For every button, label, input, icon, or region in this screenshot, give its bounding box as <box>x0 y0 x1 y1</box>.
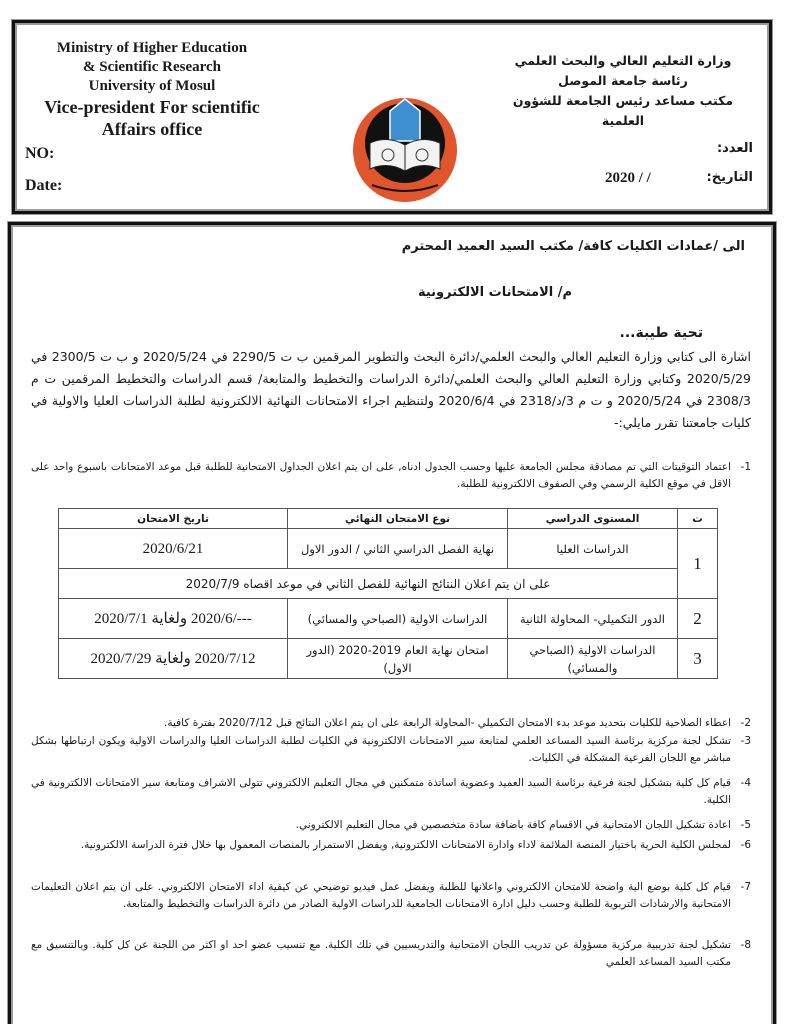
date-value-ar: 2020 / / <box>605 170 651 186</box>
letterhead-english <box>27 39 277 140</box>
item-number: 5- <box>740 819 751 831</box>
list-item <box>31 937 751 971</box>
item-number: 3- <box>740 735 751 747</box>
university-of-mosul-emblem-icon <box>350 93 460 208</box>
date-label-en: Date: <box>25 177 63 194</box>
list-item <box>31 775 751 809</box>
office-name-en: Vice-president For scientific <box>44 97 260 117</box>
date-label-ar: التاريخ: <box>706 170 753 185</box>
table-row <box>59 639 718 679</box>
item-text: اعتماد التوقيتات التي تم مصادقة مجلس الجامعة عليها وحسب الجدول ادناه, على ان يتم اعلان الجداول الامتحانية للطلبة قبل موعد الامتحانات باسبوع واحد على الاقل في موقع الكلية الرسمي وفي الصفوف الالكترونية للطلبة. <box>31 461 731 490</box>
ministry-name-en: Ministry of Higher Education <box>56 40 248 56</box>
number-label-en: NO: <box>25 145 55 162</box>
header-seq: ت <box>678 509 718 529</box>
item-number: 1- <box>740 461 751 473</box>
table-row-note <box>59 569 718 599</box>
item-number: 2- <box>740 717 751 729</box>
number-label-ar: العدد: <box>716 141 753 156</box>
table-header-row <box>59 509 718 529</box>
cell-seq: 3 <box>678 639 718 679</box>
list-item <box>31 879 751 913</box>
letterhead-arabic <box>493 51 753 131</box>
header-level: المستوى الدراسي <box>508 509 678 529</box>
letter-body <box>8 222 776 1024</box>
list-item <box>31 817 751 834</box>
cell-exam-type: نهاية الفصل الدراسي الثاني / الدور الاول <box>288 529 508 569</box>
ministry-name-ar: وزارة التعليم العالي والبحث العلمي <box>514 53 732 68</box>
exam-schedule-table <box>58 508 718 679</box>
list-item <box>31 715 751 732</box>
cell-level: الدراسات العليا <box>508 529 678 569</box>
addressee: الى /عمادات الكليات كافة/ مكتب السيد العميد المحترم <box>401 239 745 254</box>
item-number: 4- <box>740 777 751 789</box>
office-name-en-cont: Affairs office <box>101 119 203 139</box>
intro-paragraph: اشارة الى كتابي وزارة التعليم العالي والبحث العلمي/دائرة البحث والتطوير المرقمين ب ت 2290/5 في 2020/5/24 و ب ت 2300/5 في 2020/5/29 وكتابي وزارة التعليم العالي والبحث العلمي/دائرة الدراسات والتخطيط والمتابعة/ قسم الدراسات والتخطيط المرقمين ت م 2308/3 في 2020/5/24 و ت م 3/د/2318 في 2020/6/4 ولتنظيم اجراء الامتحانات النهائية الالكترونية لطلبة الدراسات العليا والاولية في كليات جامعتنا تقرر مايلي:- <box>31 349 751 430</box>
item-text: قيام كل كلية بوضع الية واضحة للامتحان الالكتروني واعلانها للطلبة ويفضل عمل فيديو توضيحي عن كيفية اداء الامتحان الالكتروني. على ان يتم اعلان التعليمات الامتحانية والارشادات التربوية للطلبة وحسب دليل ادارة الامتحانات الجامعية للدراسات الاولية الصادر من دائرة الدراسات والتخطيط والمتابعة. <box>31 881 731 910</box>
item-text: تشكيل لجنة تدريبية مركزية مسؤولة عن تدريب اللجان الامتحانية والتدريسيين في تلك الكلية. مع تنسيب عضو احد او اكثر من اللجنة عن كل كلية. وبالتنسيق مع مكتب السيد المساعد العلمي <box>31 939 731 968</box>
cell-exam-type: امتحان نهاية العام 2019-2020 (الدور الاول) <box>288 639 508 679</box>
list-item <box>31 459 751 493</box>
list-item <box>31 837 751 854</box>
item-number: 7- <box>740 881 751 893</box>
cell-exam-date: ---/2020/6 ولغاية 2020/7/1 <box>59 599 288 639</box>
letterhead <box>12 20 772 214</box>
cell-exam-date: 2020/6/21 <box>59 529 288 569</box>
cell-seq: 2 <box>678 599 718 639</box>
cell-note: على ان يتم اعلان النتائج النهائية للفصل الثاني في موعد اقصاه 2020/7/9 <box>59 569 678 599</box>
item-number: 8- <box>740 939 751 951</box>
item-text: قيام كل كلية بتشكيل لجنة فرعية برئاسة السيد العميد وعضوية اساتذة متمكنين في مجال التعليم الالكتروني تتولى الاشراف ومتابعة سير الامتحانات الالكترونية في الكلية. <box>31 777 731 806</box>
office-name-ar: مكتب مساعد رئيس الجامعة للشؤون العلمية <box>512 93 734 128</box>
subject: م/ الامتحانات الالكترونية <box>417 285 573 300</box>
item-number: 6- <box>740 839 751 851</box>
cell-seq: 1 <box>678 529 718 599</box>
item-text: اعطاء الصلاحية للكليات بتحديد موعد بدء الامتحان التكميلي -المحاولة الرابعة على ان يتم اعلان النتائج قبل 2020/7/12 بفترة كافية. <box>164 717 731 729</box>
item-text: تشكل لجنة مركزية برئاسة السيد المساعد العلمي لمتابعة سير الامتحانات الالكترونية في الكليات لطلبة الدراسات العليا والدراسات الاولية ويكون ارتباطها بشكل مباشر مع اللجان الفرعية المشكلة في الكليات. <box>31 735 731 764</box>
cell-exam-type: الدراسات الاولية (الصباحي والمسائي) <box>288 599 508 639</box>
item-text: اعادة تشكيل اللجان الامتحانية في الاقسام كافة باضافة سادة متخصصين في مجال التعليم الالكتروني. <box>295 819 731 831</box>
greeting: تحية طيبة... <box>619 325 703 341</box>
table-row <box>59 529 718 569</box>
ministry-name-en-cont: & Scientific Research <box>82 59 222 75</box>
table-row <box>59 599 718 639</box>
cell-exam-date: 2020/7/12 ولغاية 2020/7/29 <box>59 639 288 679</box>
header-exam-date: تاريخ الامتحان <box>59 509 288 529</box>
list-item <box>31 733 751 767</box>
cell-level: الدراسات الاولية (الصباحي والمسائي) <box>508 639 678 679</box>
university-name-en: University of Mosul <box>88 78 216 94</box>
cell-level: الدور التكميلي- المحاولة الثانية <box>508 599 678 639</box>
header-exam-type: نوع الامتحان النهائي <box>288 509 508 529</box>
university-name-ar: رئاسة جامعة الموصل <box>558 73 688 88</box>
item-text: لمجلس الكلية الحرية باختيار المنصة الملائمة لاداء وادارة الامتحانات الالكترونية, ويفضل الاستمرار بالمنصات المعمول بها خلال فترة الدراسة الالكترونية. <box>80 839 731 851</box>
